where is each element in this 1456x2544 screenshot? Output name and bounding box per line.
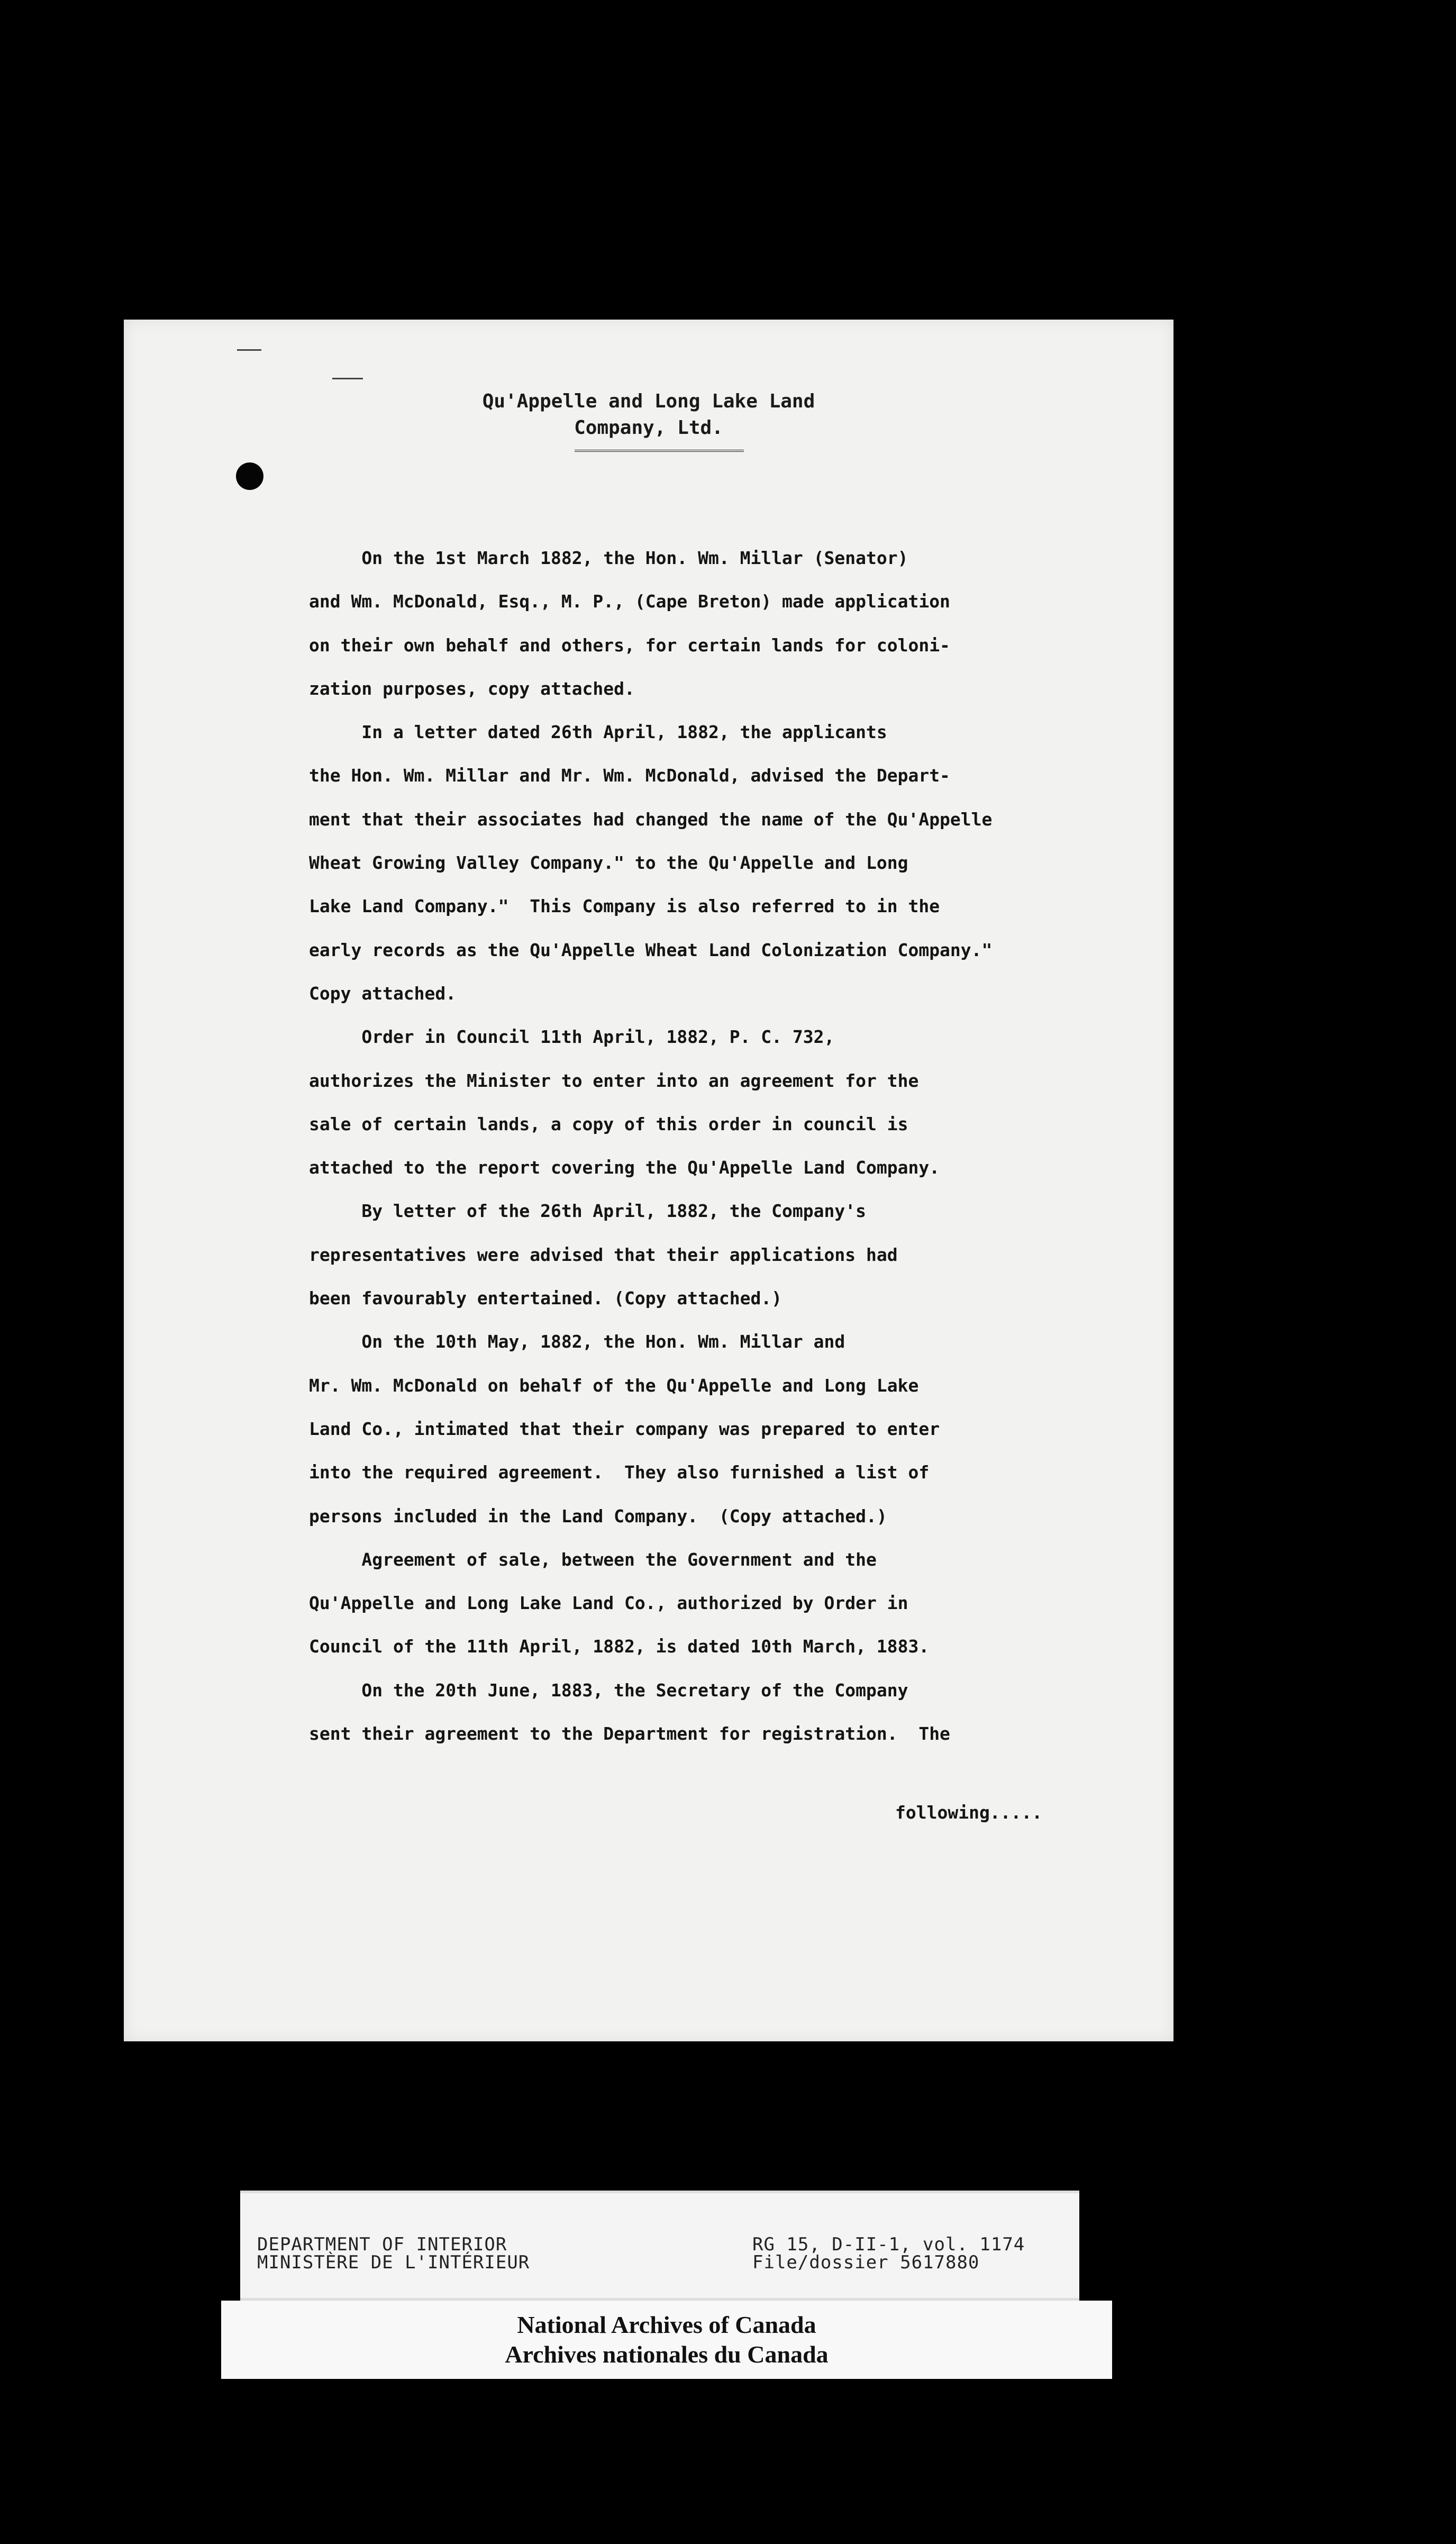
file-number: File/dossier 5617880	[752, 2252, 980, 2273]
document-title-line: Qu'Appelle and Long Lake Land	[482, 390, 815, 412]
document-title	[124, 388, 1173, 441]
body-line: On the 10th May, 1882, the Hon. Wm. Millar and	[309, 1331, 845, 1352]
body-line: sale of certain lands, a copy of this order in council is	[309, 1113, 908, 1134]
body-line: the Hon. Wm. Millar and Mr. Wm. McDonald, advised the Depart-	[309, 765, 950, 786]
department-name-en: DEPARTMENT OF INTERIOR	[257, 2234, 507, 2255]
document-page	[124, 320, 1173, 2041]
continuation-word: following.....	[895, 1802, 1043, 1823]
body-line: On the 1st March 1882, the Hon. Wm. Millar (Senator)	[309, 548, 908, 568]
body-line: and Wm. McDonald, Esq., M. P., (Cape Breton) made application	[309, 591, 950, 612]
archives-name-fr: Archives nationales du Canada	[505, 2341, 829, 2368]
department-label	[257, 2236, 530, 2272]
department-name-fr: MINISTÈRE DE L'INTÉRIEUR	[257, 2252, 530, 2273]
body-line: on their own behalf and others, for certain lands for coloni-	[309, 634, 950, 656]
title-underline	[575, 450, 744, 452]
margin-mark	[237, 349, 261, 351]
body-line: representatives were advised that their applications had	[309, 1244, 898, 1265]
body-line: Council of the 11th April, 1882, is dated 10th March, 1883.	[309, 1636, 930, 1657]
body-line: sent their agreement to the Department for registration. The	[309, 1723, 950, 1745]
body-line: Qu'Appelle and Long Lake Land Co., authorized by Order in	[309, 1593, 908, 1614]
body-line: Wheat Growing Valley Company." to the Qu'Appelle and Long	[309, 852, 908, 874]
body-line: attached to the report covering the Qu'Appelle Land Company.	[309, 1157, 940, 1178]
body-line: Agreement of sale, between the Government and the	[309, 1549, 877, 1570]
archives-label	[221, 2301, 1112, 2379]
body-line: Mr. Wm. McDonald on behalf of the Qu'Appelle and Long Lake	[309, 1375, 919, 1396]
document-body	[309, 537, 1166, 1756]
body-line: zation purposes, copy attached.	[309, 678, 635, 699]
body-line: Land Co., intimated that their company was prepared to enter	[309, 1418, 940, 1439]
body-line: In a letter dated 26th April, 1882, the applicants	[309, 722, 887, 743]
file-reference	[752, 2236, 1025, 2272]
body-line: persons included in the Land Company. (Copy attached.)	[309, 1505, 887, 1527]
body-line: ment that their associates had changed the name of the Qu'Appelle	[309, 808, 993, 830]
body-line: been favourably entertained. (Copy attached.)	[309, 1288, 782, 1309]
body-line: Order in Council 11th April, 1882, P. C. 732,	[309, 1026, 835, 1048]
body-line: By letter of the 26th April, 1882, the Company's	[309, 1201, 866, 1222]
punch-hole	[236, 462, 263, 490]
archive-reference-card	[240, 2191, 1079, 2301]
body-line: authorizes the Minister to enter into an agreement for the	[309, 1070, 919, 1091]
body-line: On the 20th June, 1883, the Secretary of the Company	[309, 1679, 908, 1701]
document-title-line: Company, Ltd.	[574, 417, 723, 439]
body-line: into the required agreement. They also furnished a list of	[309, 1462, 930, 1483]
margin-mark	[332, 378, 363, 379]
body-line: Lake Land Company." This Company is also referred to in the	[309, 896, 940, 917]
body-line: Copy attached.	[309, 983, 457, 1004]
record-group-reference: RG 15, D-II-1, vol. 1174	[752, 2234, 1025, 2255]
archives-name-en: National Archives of Canada	[517, 2311, 816, 2338]
body-line: early records as the Qu'Appelle Wheat Land Colonization Company."	[309, 939, 993, 960]
